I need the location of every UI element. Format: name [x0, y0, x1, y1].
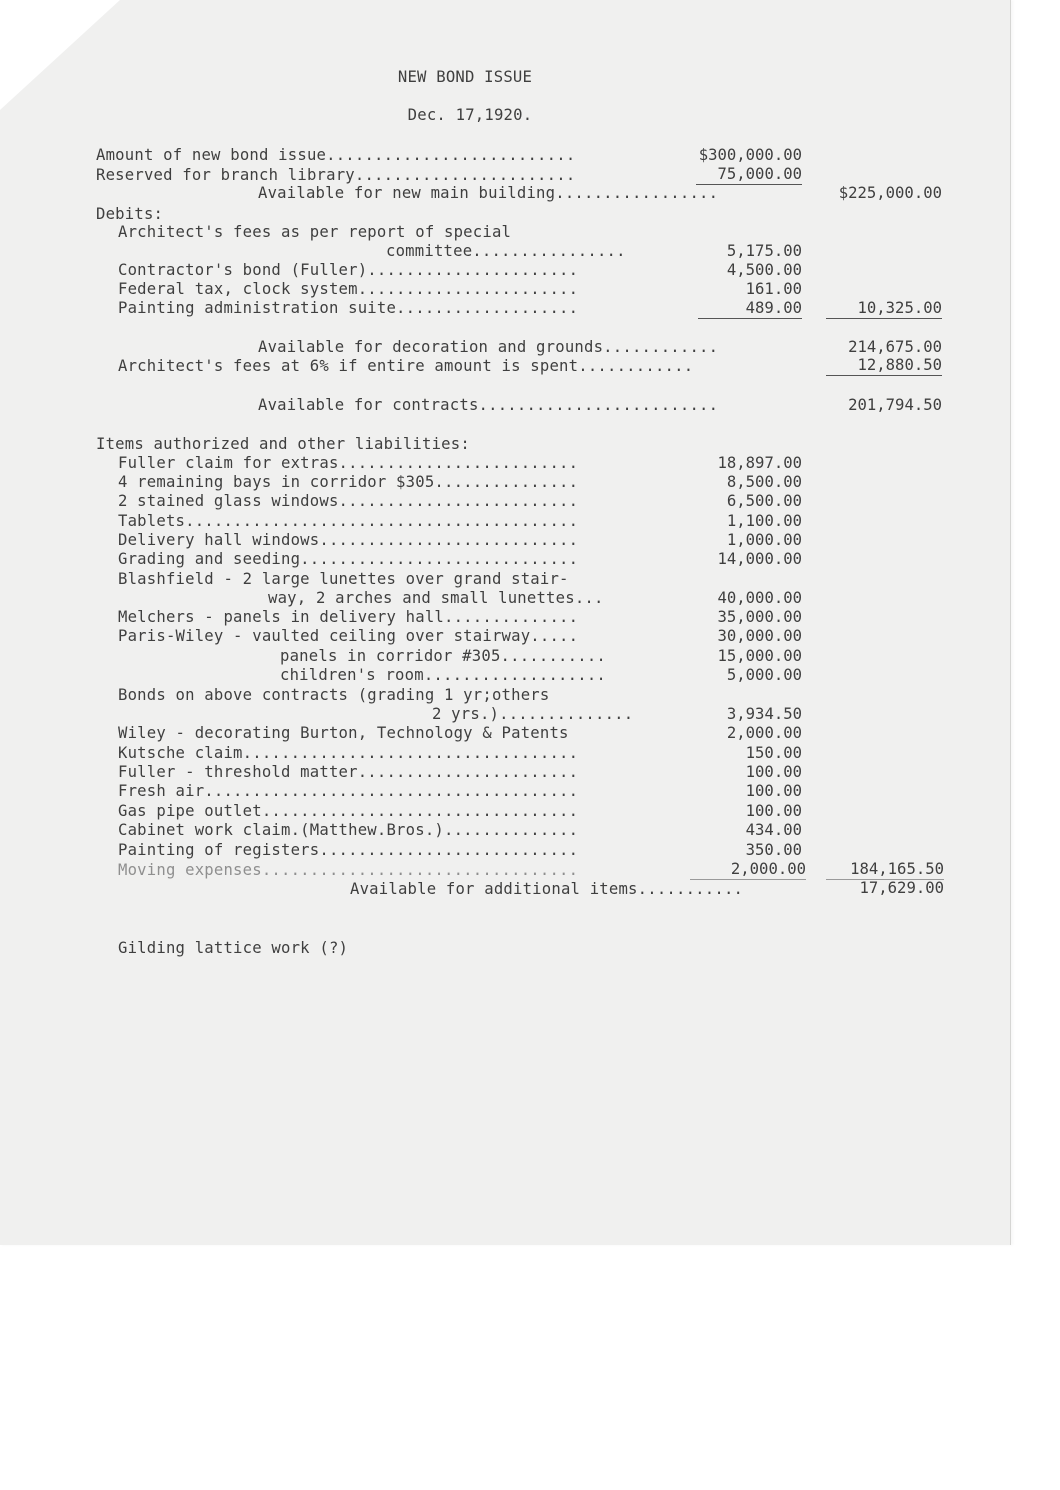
items-heading: Items authorized and other liabilities: — [96, 435, 470, 453]
item-label: way, 2 arches and small lunettes... — [268, 589, 604, 607]
avail-decoration-label: Available for decoration and grounds............ — [258, 338, 719, 356]
item-value: 2,000.00 — [690, 860, 806, 880]
item-label: Tablets......................................... — [118, 512, 579, 530]
available-main-label: Available for new main building................. — [258, 184, 719, 202]
arch-fees-value: 5,175.00 — [726, 242, 802, 260]
arch-fees-6-total: 12,880.50 — [826, 356, 942, 376]
item-value: 5,000.00 — [726, 666, 802, 684]
arch-fees-6-label: Architect's fees at 6% if entire amount is spent............ — [118, 357, 694, 375]
item-label: Fresh air....................................... — [118, 782, 579, 800]
item-value: 14,000.00 — [717, 550, 802, 568]
available-main-total: $225,000.00 — [838, 184, 942, 202]
item-value: 40,000.00 — [717, 589, 802, 607]
item-label: Paris-Wiley - vaulted ceiling over stairway..... — [118, 627, 579, 645]
arch-fees-line1: Architect's fees as per report of special — [118, 223, 512, 241]
avail-additional-label: Available for additional items........... — [350, 880, 744, 898]
item-value: 8,500.00 — [726, 473, 802, 491]
item-label: Fuller claim for extras......................... — [118, 454, 579, 472]
item-value: 1,000.00 — [726, 531, 802, 549]
item-value: 350.00 — [745, 841, 802, 859]
debits-heading: Debits: — [96, 205, 164, 223]
item-value: 100.00 — [745, 763, 802, 781]
federal-tax-value: 161.00 — [745, 280, 802, 298]
items-total: 184,165.50 — [826, 860, 944, 880]
item-label: Delivery hall windows........................... — [118, 531, 579, 549]
item-value: 3,934.50 — [726, 705, 802, 723]
item-label: Bonds on above contracts (grading 1 yr;others — [118, 686, 550, 704]
amount-value: $300,000.00 — [698, 146, 802, 164]
avail-decoration-total: 214,675.00 — [848, 338, 942, 356]
item-label: Grading and seeding............................. — [118, 550, 579, 568]
item-value: 6,500.00 — [726, 492, 802, 510]
debits-total: 10,325.00 — [826, 299, 942, 319]
item-value: 1,100.00 — [726, 512, 802, 530]
item-value: 18,897.00 — [717, 454, 802, 472]
amount-label: Amount of new bond issue.......................... — [96, 146, 576, 164]
item-label: Gas pipe outlet................................. — [118, 802, 579, 820]
item-value: 100.00 — [745, 782, 802, 800]
item-value: 15,000.00 — [717, 647, 802, 665]
item-value: 2,000.00 — [726, 724, 802, 742]
document-title: NEW BOND ISSUE — [397, 68, 533, 86]
item-label: 4 remaining bays in corridor $305............... — [118, 473, 579, 491]
item-label: Kutsche claim................................... — [118, 744, 579, 762]
item-value: 30,000.00 — [717, 627, 802, 645]
footnote: Gilding lattice work (?) — [118, 939, 349, 957]
avail-contracts-label: Available for contracts......................... — [258, 396, 719, 414]
torn-corner — [0, 0, 120, 110]
reserved-value: 75,000.00 — [696, 165, 802, 185]
item-label: Cabinet work claim.(Matthew.Bros.).............. — [118, 821, 579, 839]
item-value: 150.00 — [745, 744, 802, 762]
item-value: 100.00 — [745, 802, 802, 820]
federal-tax-label: Federal tax, clock system....................... — [118, 280, 579, 298]
avail-additional-total: 17,629.00 — [859, 879, 944, 897]
painting-admin-label: Painting administration suite................... — [118, 299, 579, 317]
item-label: Blashfield - 2 large lunettes over grand stair- — [118, 570, 569, 588]
item-label: Melchers - panels in delivery hall.............. — [118, 608, 579, 626]
item-label: Painting of registers........................... — [118, 841, 579, 859]
reserved-label: Reserved for branch library....................... — [96, 166, 576, 184]
item-label: Wiley - decorating Burton, Technology & Patents — [118, 724, 569, 742]
item-label: Fuller - threshold matter....................... — [118, 763, 579, 781]
contractor-bond-value: 4,500.00 — [726, 261, 802, 279]
item-label: Moving expenses................................. — [118, 861, 579, 879]
document-date: Dec. 17,1920. — [407, 106, 533, 124]
item-label: 2 stained glass windows......................... — [118, 492, 579, 510]
arch-fees-line2: committee................ — [386, 242, 626, 260]
painting-admin-value: 489.00 — [698, 299, 802, 319]
avail-contracts-total: 201,794.50 — [848, 396, 942, 414]
item-value: 434.00 — [745, 821, 802, 839]
item-label: 2 yrs.).............. — [432, 705, 634, 723]
item-value: 35,000.00 — [717, 608, 802, 626]
item-label: children's room................... — [280, 666, 606, 684]
contractor-bond-label: Contractor's bond (Fuller)...................... — [118, 261, 579, 279]
item-label: panels in corridor #305........... — [280, 647, 606, 665]
